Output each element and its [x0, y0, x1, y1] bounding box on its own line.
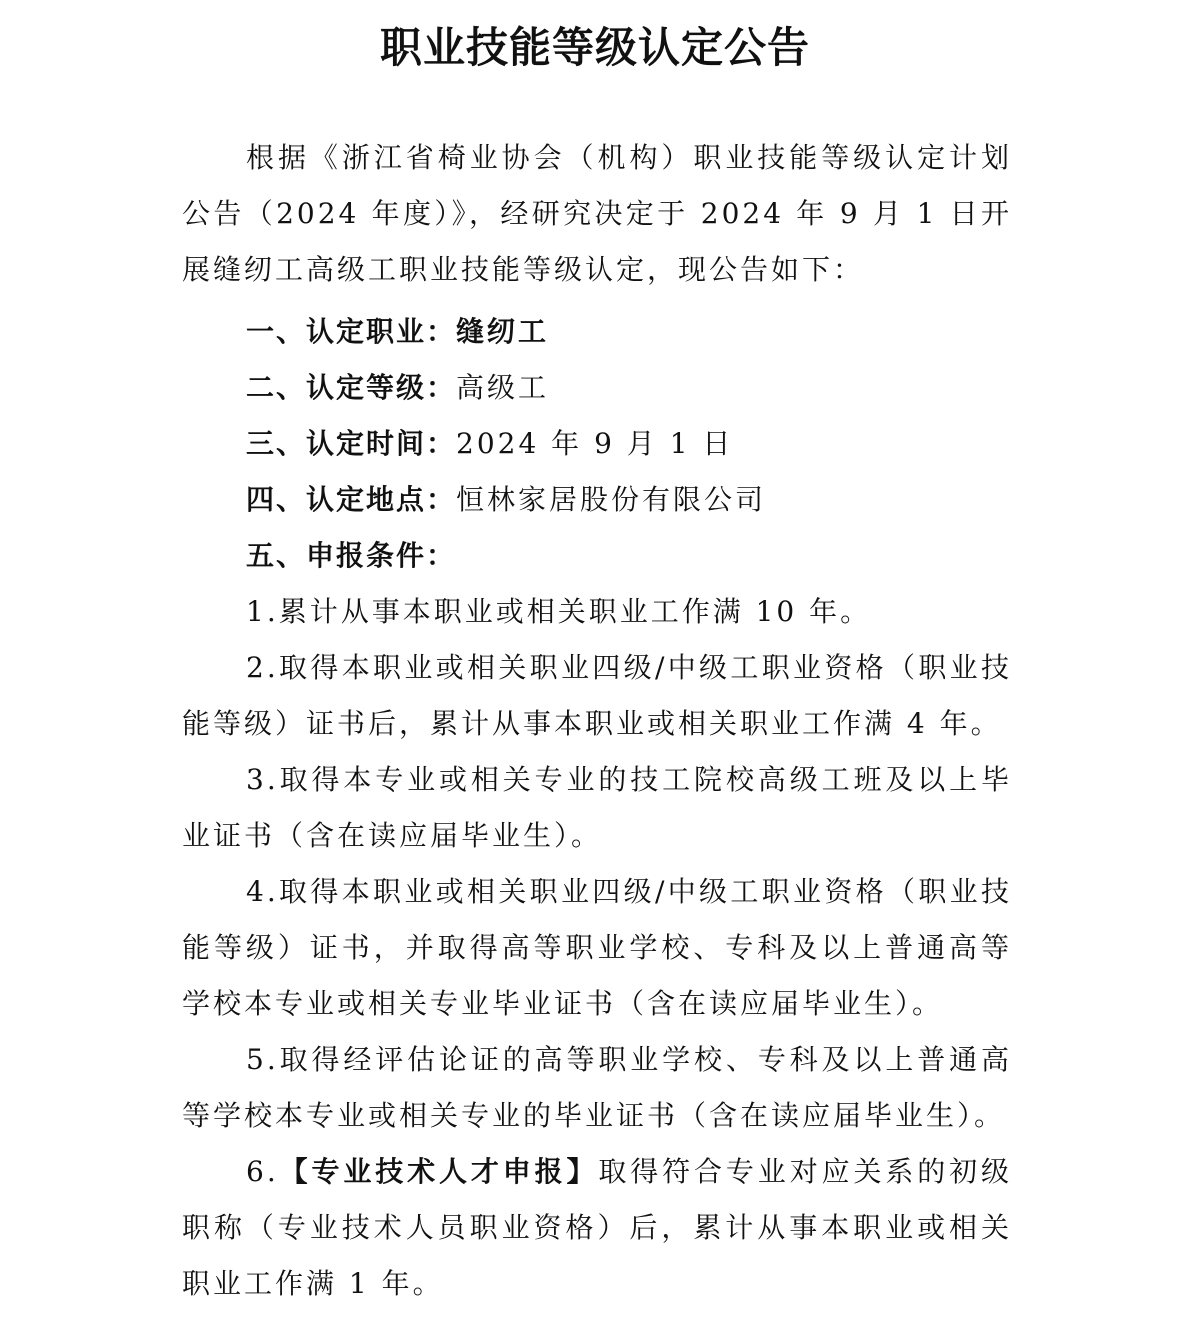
condition-2: 2.取得本职业或相关职业四级/中级工职业资格（职业技能等级）证书后，累计从事本职业或相关职业工作满 4 年。 — [182, 651, 1012, 740]
item-conditions-heading — [246, 528, 1006, 584]
document-title: 职业技能等级认定公告 — [379, 23, 810, 72]
condition-4: 4.取得本职业或相关职业四级/中级工职业资格（职业技能等级）证书，并取得高等职业学校、专科及以上普通高等学校本专业或相关专业毕业证书（含在读应届毕业生）。 — [182, 875, 1012, 1020]
item-value: 恒林家居股份有限公司 — [456, 483, 767, 516]
condition-6 — [182, 1144, 1012, 1312]
item-level — [246, 360, 1006, 416]
item-label: 四、认定地点： — [246, 483, 457, 516]
item-time — [246, 416, 1006, 472]
item-value: 2024 年 9 月 1 日 — [456, 427, 734, 460]
intro-paragraph: 根据《浙江省椅业协会（机构）职业技能等级认定计划公告（2024 年度）》，经研究决定于 2024 年 9 月 1 日开展缝纫工高级工职业技能等级认定，现公告如下： — [182, 141, 1012, 286]
item-value: 高级工 — [456, 371, 550, 404]
condition-prefix: 6. — [246, 1155, 279, 1188]
condition-1: 1.累计从事本职业或相关职业工作满 10 年。 — [246, 595, 872, 628]
item-location — [246, 472, 1006, 528]
condition-5: 5.取得经评估论证的高等职业学校、专科及以上普通高等学校本专业或相关专业的毕业证书（含在读应届毕业生）。 — [182, 1043, 1012, 1132]
item-label: 二、认定等级： — [246, 371, 457, 404]
condition-3: 3.取得本专业或相关专业的技工院校高级工班及以上毕业证书（含在读应届毕业生）。 — [182, 763, 1012, 852]
item-label: 一、认定职业： — [246, 315, 457, 348]
condition-text: 取得符合专业对应关系的初级职称（专业技术人员职业资格）后，累计从事本职业或相关职业工作满 1 年。 — [182, 1155, 1012, 1300]
item-label: 五、申报条件： — [246, 539, 457, 572]
item-occupation — [246, 304, 1006, 360]
condition-emphasis: 【专业技术人才申报】 — [278, 1155, 599, 1188]
item-value: 缝纫工 — [456, 315, 550, 348]
item-label: 三、认定时间： — [246, 427, 457, 460]
